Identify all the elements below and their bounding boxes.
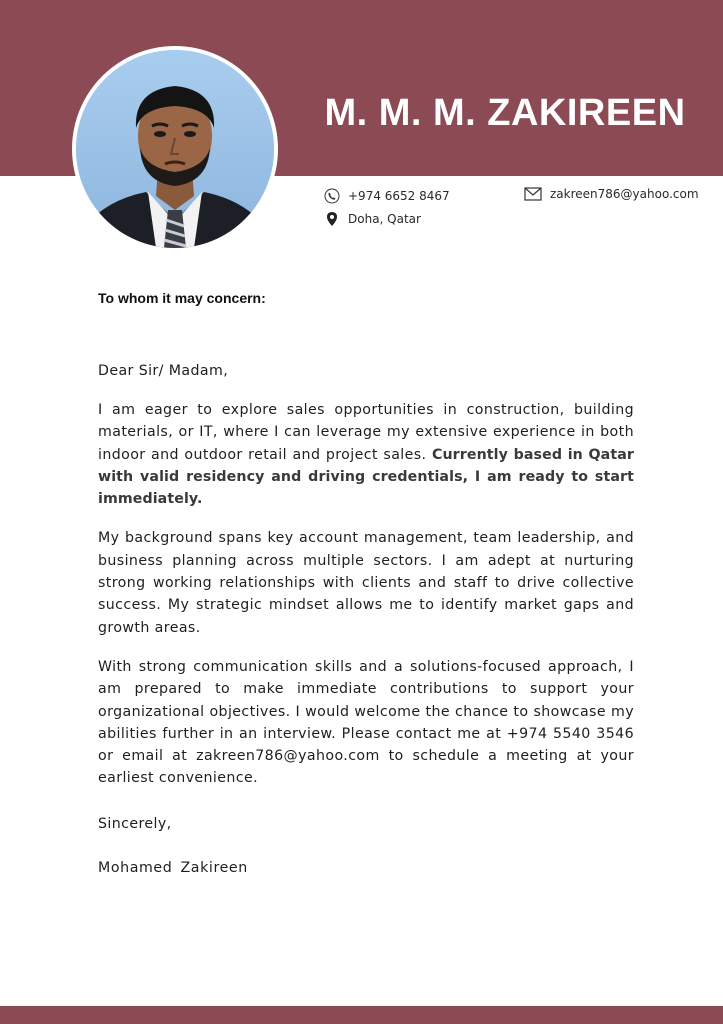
letter-heading: To whom it may concern:	[98, 290, 266, 306]
letter-greeting: Dear Sir/ Madam,	[98, 363, 229, 379]
location-pin-icon	[324, 211, 340, 227]
footer-band	[0, 1006, 723, 1024]
portrait-illustration	[76, 50, 274, 248]
contact-location	[324, 211, 421, 227]
phone-icon	[324, 188, 340, 204]
envelope-icon	[524, 187, 542, 201]
letter-closing: Sincerely,	[98, 815, 172, 832]
paragraph-1-text: I am eager to explore sales opportunities in construction, building materials, or IT, where I can leverage my extensive experience in both indoor and outdoor retail and project sales.	[98, 402, 634, 463]
paragraph-3: With strong communication skills and a solutions-focused approach, I am prepared to make immediate contributions to support your organizational objectives. I would welcome the chance to showcase my abilities further in an interview. Please contact me at +974 5540 3546 or email at zakreen786@yahoo.com to schedule a meeting at your earliest convenience.	[98, 658, 634, 787]
contact-email	[524, 187, 699, 201]
paragraph-2: My background spans key account management, team leadership, and business planning across multiple sectors. I am adept at nurturing strong working relationships with clients and staff to drive collective success. My strategic mindset allows me to identify market gaps and growth areas.	[98, 530, 634, 636]
letter-signature: Mohamed Zakireen	[98, 859, 248, 876]
profile-photo	[76, 50, 274, 248]
paragraph-1-emphasis: Currently based in Qatar with valid residency and driving credentials, I am ready to start immediately.	[98, 446, 634, 508]
candidate-name: M. M. M. ZAKIREEN	[324, 92, 686, 134]
profile-photo-frame	[72, 46, 278, 252]
phone-number: +974 6652 8467	[348, 189, 450, 203]
location-text: Doha, Qatar	[348, 212, 421, 226]
letter-body	[98, 290, 634, 879]
contact-phone	[324, 188, 450, 204]
email-address: zakreen786@yahoo.com	[550, 187, 699, 201]
paragraph-1	[98, 399, 634, 510]
